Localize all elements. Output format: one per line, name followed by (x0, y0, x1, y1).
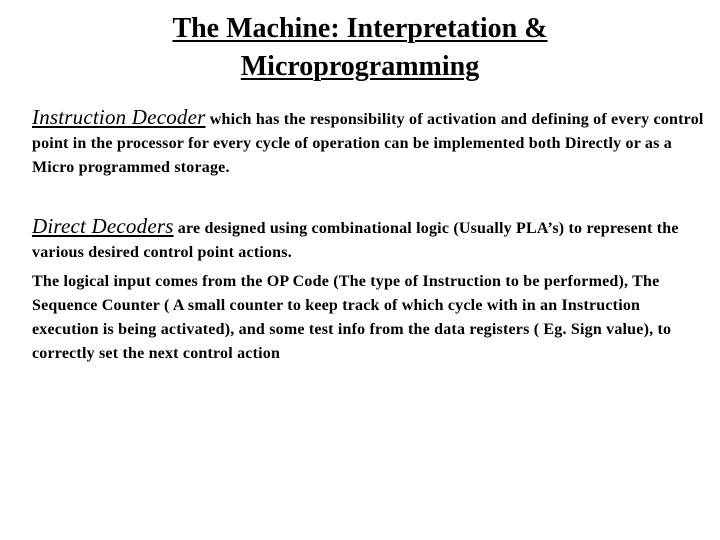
paragraph-direct-decoders-text: are designed using combinational logic (Usually PLA’s) to represent the various desired control point actions. (32, 220, 679, 261)
paragraph-instruction-decoder-text: which has the responsibility of activation and defining of every control point in the processor for every cycle of operation can be implemented both Directly or as a Micro programmed storage. (32, 111, 704, 176)
term-instruction-decoder: Instruction Decoder (32, 105, 206, 129)
slide-title-line-2: Microprogramming (240, 51, 480, 82)
term-direct-decoders: Direct Decoders (32, 214, 174, 238)
paragraph-direct-decoders (32, 214, 704, 265)
slide-title (60, 10, 660, 86)
slide-title-line-1: The Machine: Interpretation & (172, 13, 548, 44)
paragraph-logical-input-text: The logical input comes from the OP Code (The type of Instruction to be performed), The Sequence Counter ( A small counter to keep track of which cycle with in an Instruction execution is being activated), and some test info from the data registers ( Eg. Sign value), to correctly set the next control action (32, 273, 672, 362)
paragraph-logical-input (32, 270, 704, 366)
paragraph-instruction-decoder (32, 105, 704, 180)
